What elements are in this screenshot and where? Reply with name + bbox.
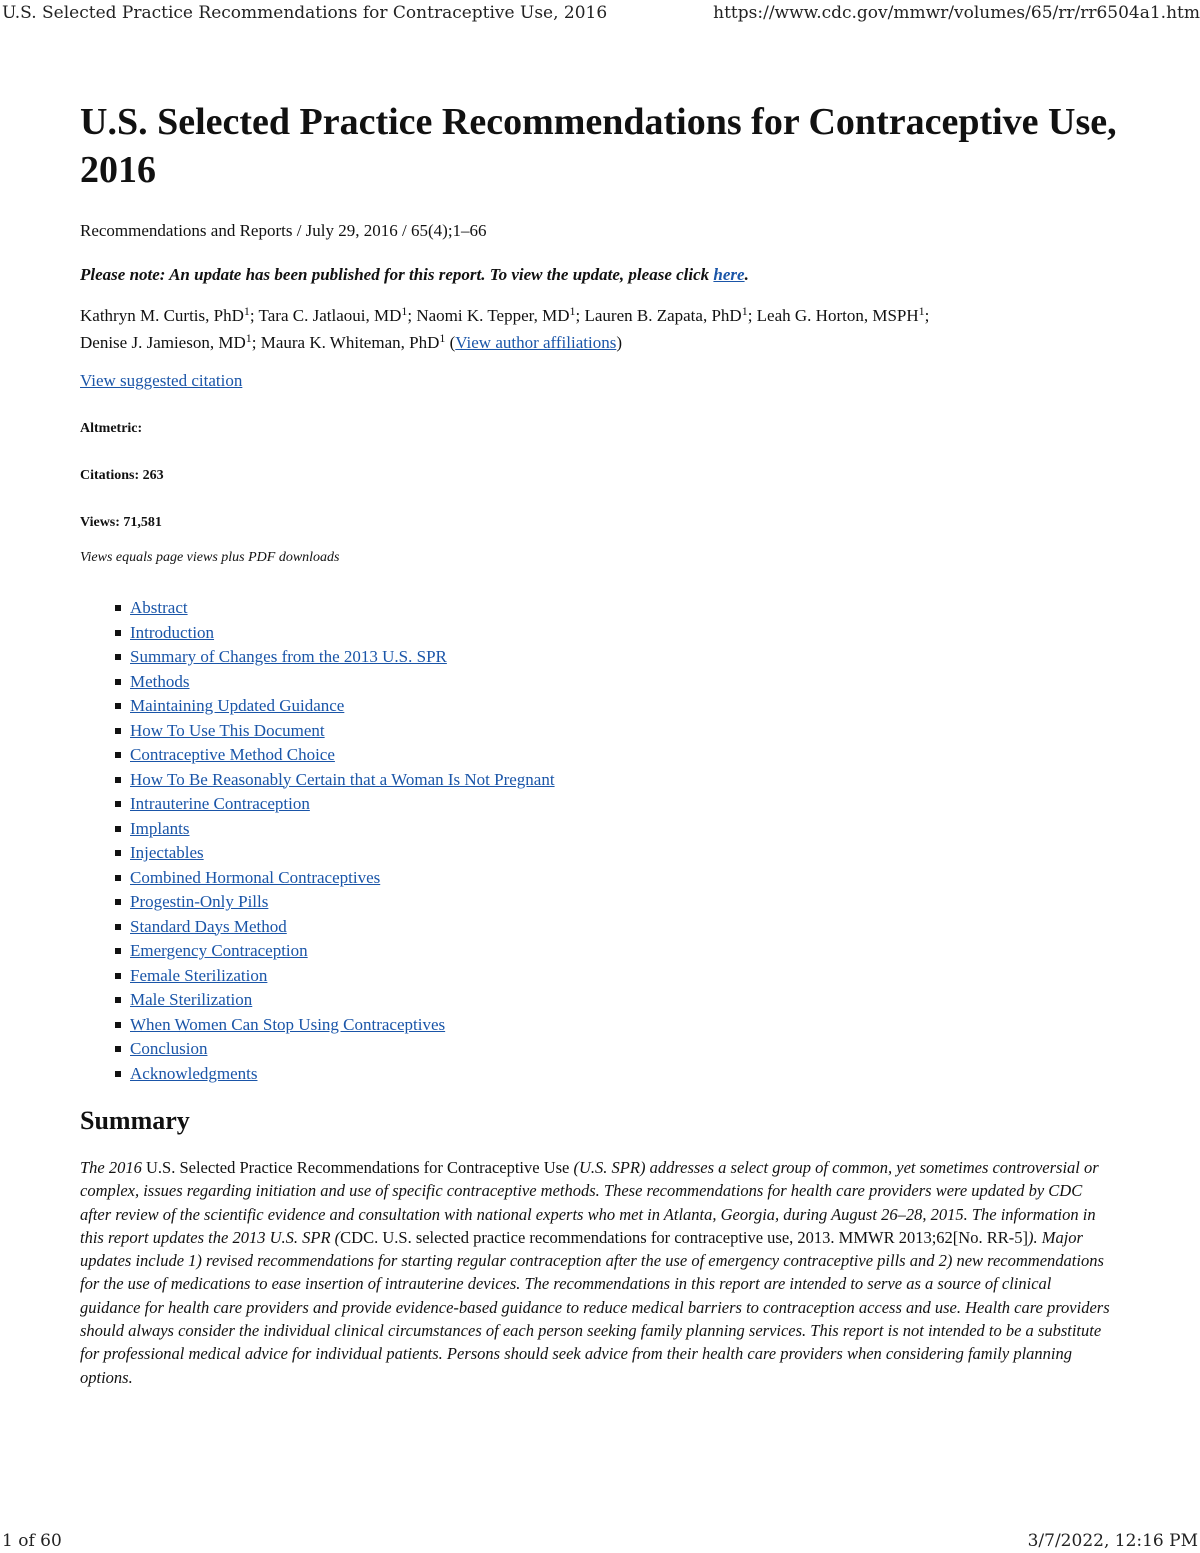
toc-link-how-to-use[interactable]: How To Use This Document (130, 720, 325, 740)
toc-link-combined-hormonal[interactable]: Combined Hormonal Contraceptives (130, 867, 381, 887)
toc-item (130, 792, 1120, 817)
toc-item (130, 670, 1120, 695)
bullet-icon (115, 605, 121, 611)
affiliation-sup: 1 (569, 304, 576, 318)
toc-item (130, 621, 1120, 646)
bullet-icon (115, 630, 121, 636)
affiliation-sup: 1 (741, 304, 748, 318)
author: Naomi K. Tepper, $MD^1$; (416, 304, 585, 325)
affiliation-sup: 1 (401, 304, 408, 318)
affiliation-sup: 1 (243, 304, 250, 318)
toc-link-methods[interactable]: Methods (130, 671, 190, 691)
print-header-url: https://www.cdc.gov/mmwr/volumes/65/rr/rr6504a1.htm (713, 3, 1200, 23)
bullet-icon (115, 752, 121, 758)
toc-link-implants[interactable]: Implants (130, 818, 190, 838)
toc-link-conclusion[interactable]: Conclusion (130, 1039, 208, 1058)
print-datetime: 3/7/2022, 12:16 PM (1027, 1531, 1198, 1551)
bullet-icon (115, 850, 121, 856)
author-list: Kathryn M. Curtis, PhD$^1$; Tara C. Jatlaoui, $MD^1$; Naomi K. Tepper, $MD^1$; Lauren B. Zapata, PhD$^1$; Leah G. Horton, MSPH$^1$; Denise J. Jamieson, $MD^1$; Maura K. Whiteman, PhD$^1$ (View author affiliations) (80, 304, 930, 352)
toc-item (130, 1013, 1120, 1038)
author: Tara C. Jatlaoui, $MD^1$; (258, 304, 417, 325)
toc-link-method-choice[interactable]: Contraceptive Method Choice (130, 745, 335, 764)
print-footer (2, 1530, 1200, 1552)
toc-item (130, 719, 1120, 744)
bullet-icon (115, 1046, 121, 1052)
toc-item (130, 645, 1120, 670)
toc-item (130, 964, 1120, 989)
bullet-icon (115, 973, 121, 979)
view-author-affiliations-link[interactable]: View author affiliations (455, 333, 617, 352)
toc-link-male-sterilization[interactable]: Male Sterilization (130, 990, 253, 1009)
view-suggested-citation-link[interactable]: View suggested citation (80, 371, 243, 390)
report-meta: Recommendations and Reports / July 29, 2016 / 65(4);1–66 (80, 221, 487, 240)
table-of-contents (80, 596, 1120, 1086)
citation-link-row (80, 370, 1120, 392)
update-here-link[interactable]: here (713, 265, 745, 284)
affiliation-sup: 1 (245, 331, 252, 345)
toc-item (130, 988, 1120, 1013)
print-header-title: U.S. Selected Practice Recommendations for Contraceptive Use, 2016 (2, 3, 608, 23)
print-header (2, 2, 1200, 24)
bullet-icon (115, 654, 121, 660)
affiliation-sup: 1 (439, 331, 446, 345)
toc-link-stop-using[interactable]: When Women Can Stop Using Contraceptives (130, 1014, 446, 1034)
article (80, 98, 1120, 1389)
update-note-end: . (744, 265, 749, 284)
author: Kathryn M. Curtis, PhD$^1$; (80, 304, 259, 325)
bullet-icon (115, 1022, 121, 1028)
toc-item (130, 817, 1120, 842)
toc-link-female-sterilization[interactable]: Female Sterilization (130, 965, 268, 985)
toc-item (130, 596, 1120, 621)
affiliation-sup: 1 (918, 304, 925, 318)
summary-heading: Summary (80, 1106, 190, 1135)
toc-link-summary-of-changes[interactable]: Summary of Changes from the 2013 U.S. SPR (130, 647, 447, 666)
toc-item (130, 939, 1120, 964)
bullet-icon (115, 899, 121, 905)
bullet-icon (115, 679, 121, 685)
bullet-icon (115, 777, 121, 783)
toc-item (130, 1062, 1120, 1087)
bullet-icon (115, 728, 121, 734)
summary-paragraph: The 2016 U.S. Selected Practice Recommendations for Contraceptive Use (U.S. SPR) addresses a select group of common, yet sometimes controversial or complex, issues regarding initiation and use of specific contraceptive methods. These recommendations for health care providers were updated by CDC after review of the scientific evidence and consultation with national experts who met in Atlanta, Georgia, during August 26–28, 2015. The information in this report updates the 2013 U.S. SPR (CDC. U.S. selected practice recommendations for contraceptive use, 2013. MMWR 2013;62[No. RR-5]). Major updates include 1) revised recommendations for starting regular contraception after the use of emergency contraceptive pills and 2) new recommendations for the use of medications to ease insertion of intrauterine devices. The recommendations in this report are intended to serve as a source of clinical guidance for health care providers and provide evidence-based guidance to reduce medical barriers to contraception access and use. Health care providers should always consider the individual clinical circumstances of each person seeking family planning services. This report is not intended to be a substitute for professional medical advice for individual patients. Persons should seek advice from their health care providers when considering family planning options. (80, 1158, 1110, 1387)
bullet-icon (115, 801, 121, 807)
toc-item (130, 915, 1120, 940)
toc-item (130, 743, 1120, 768)
views-count: Views: 71,581 (80, 515, 162, 530)
author: Lauren B. Zapata, PhD$^1$; (584, 304, 757, 325)
views-note: Views equals page views plus PDF downloads (80, 550, 340, 565)
bullet-icon (115, 924, 121, 930)
toc-link-introduction[interactable]: Introduction (130, 622, 215, 642)
altmetric-label: Altmetric: (80, 421, 143, 436)
toc-link-abstract[interactable]: Abstract (130, 598, 188, 617)
toc-link-emergency[interactable]: Emergency Contraception (130, 941, 308, 960)
toc-item (130, 890, 1120, 915)
page-number: 1 of 60 (2, 1531, 62, 1551)
bullet-icon (115, 1071, 121, 1077)
toc-link-intrauterine[interactable]: Intrauterine Contraception (130, 794, 310, 813)
toc-link-standard-days[interactable]: Standard Days Method (130, 916, 287, 936)
update-note-text: Please note: An update has been published for this report. To view the update, please click (80, 265, 714, 284)
toc-item (130, 1037, 1120, 1062)
page-title: U.S. Selected Practice Recommendations for Contraceptive Use, 2016 (80, 101, 1117, 191)
citations-count: Citations: 263 (80, 468, 164, 483)
update-note (80, 264, 1120, 286)
toc-item (130, 866, 1120, 891)
bullet-icon (115, 703, 121, 709)
toc-link-injectables[interactable]: Injectables (130, 843, 204, 862)
author: Leah G. Horton, MSPH$^1$; (756, 304, 930, 325)
toc-item (130, 768, 1120, 793)
toc-link-progestin-only[interactable]: Progestin-Only Pills (130, 892, 269, 911)
bullet-icon (115, 875, 121, 881)
bullet-icon (115, 826, 121, 832)
author: Denise J. Jamieson, $MD^1$; (80, 331, 261, 352)
toc-item (130, 841, 1120, 866)
toc-link-not-pregnant[interactable]: How To Be Reasonably Certain that a Woman Is Not Pregnant (130, 769, 555, 789)
bullet-icon (115, 948, 121, 954)
toc-link-acknowledgments[interactable]: Acknowledgments (130, 1063, 258, 1083)
bullet-icon (115, 997, 121, 1003)
toc-link-maintaining-guidance[interactable]: Maintaining Updated Guidance (130, 696, 345, 715)
author: Maura K. Whiteman, PhD$^1$ (260, 331, 446, 352)
toc-item (130, 694, 1120, 719)
